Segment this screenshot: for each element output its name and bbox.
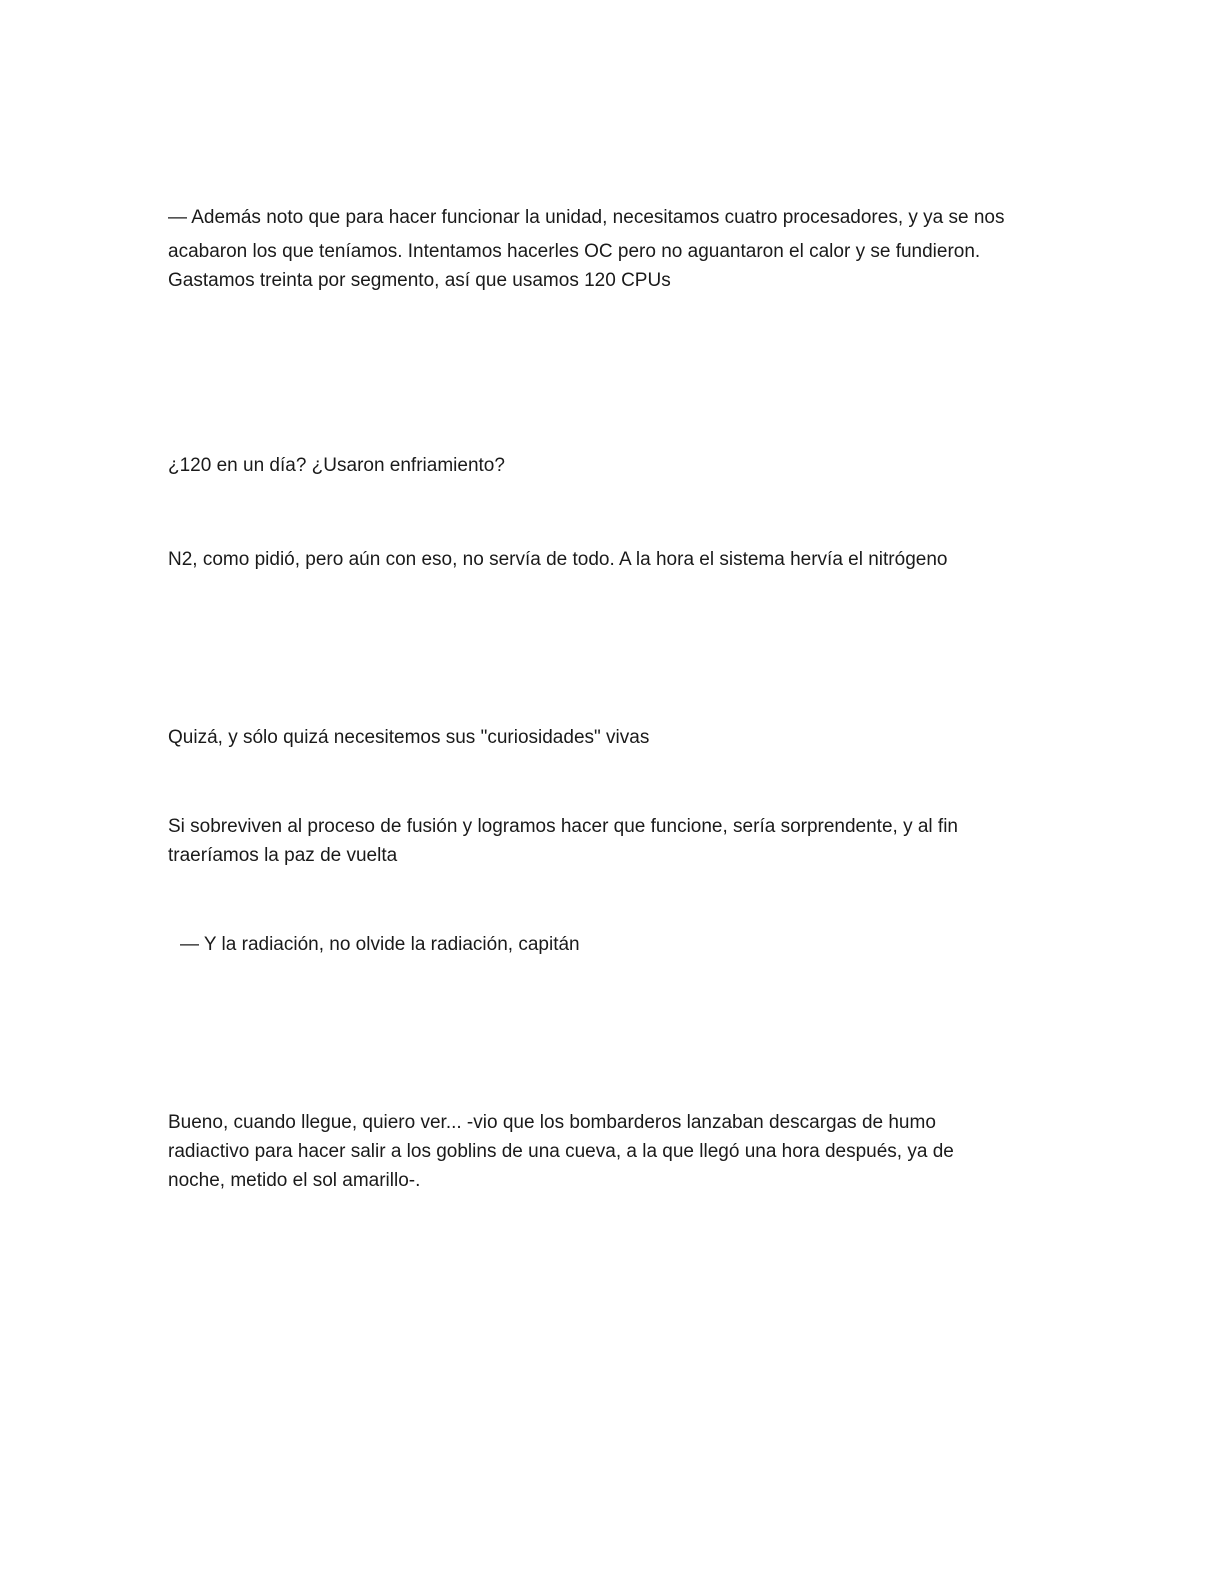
paragraph-question-cooling [168,451,1058,480]
text-line: radiactivo para hacer salir a los goblins de una cueva, a la que llegó una hora después, ya de [168,1141,954,1162]
text-line: traeríamos la paz de vuelta [168,845,398,866]
text-line: — Y la radiación, no olvide la radiación, capitán [180,934,580,955]
paragraph-fusion [168,812,1058,870]
paragraph-nitrogen [168,545,1058,574]
text-line: Gastamos treinta por segmento, así que usamos 120 CPUs [168,270,671,291]
text-line: ¿120 en un día? ¿Usaron enfriamiento? [168,455,505,476]
paragraph-processors [168,203,1058,295]
text-line: N2, como pidió, pero aún con eso, no servía de todo. A la hora el sistema hervía el nitrógeno [168,549,948,570]
text-line: Bueno, cuando llegue, quiero ver... -vio que los bombarderos lanzaban descargas de humo [168,1112,936,1133]
text-line: Si sobreviven al proceso de fusión y logramos hacer que funcione, sería sorprendente, y al fin [168,816,959,837]
text-line: acabaron los que teníamos. Intentamos hacerles OC pero no aguantaron el calor y se fundieron. [168,241,981,262]
paragraph-curiosities [168,723,1058,752]
paragraph-bombers [168,1108,1058,1195]
text-line: — Además noto que para hacer funcionar la unidad, necesitamos cuatro procesadores, y ya se nos [168,207,1005,228]
text-line: noche, metido el sol amarillo-. [168,1170,421,1191]
paragraph-radiation [180,930,1070,959]
text-line: Quizá, y sólo quizá necesitemos sus "curiosidades" vivas [168,727,650,748]
